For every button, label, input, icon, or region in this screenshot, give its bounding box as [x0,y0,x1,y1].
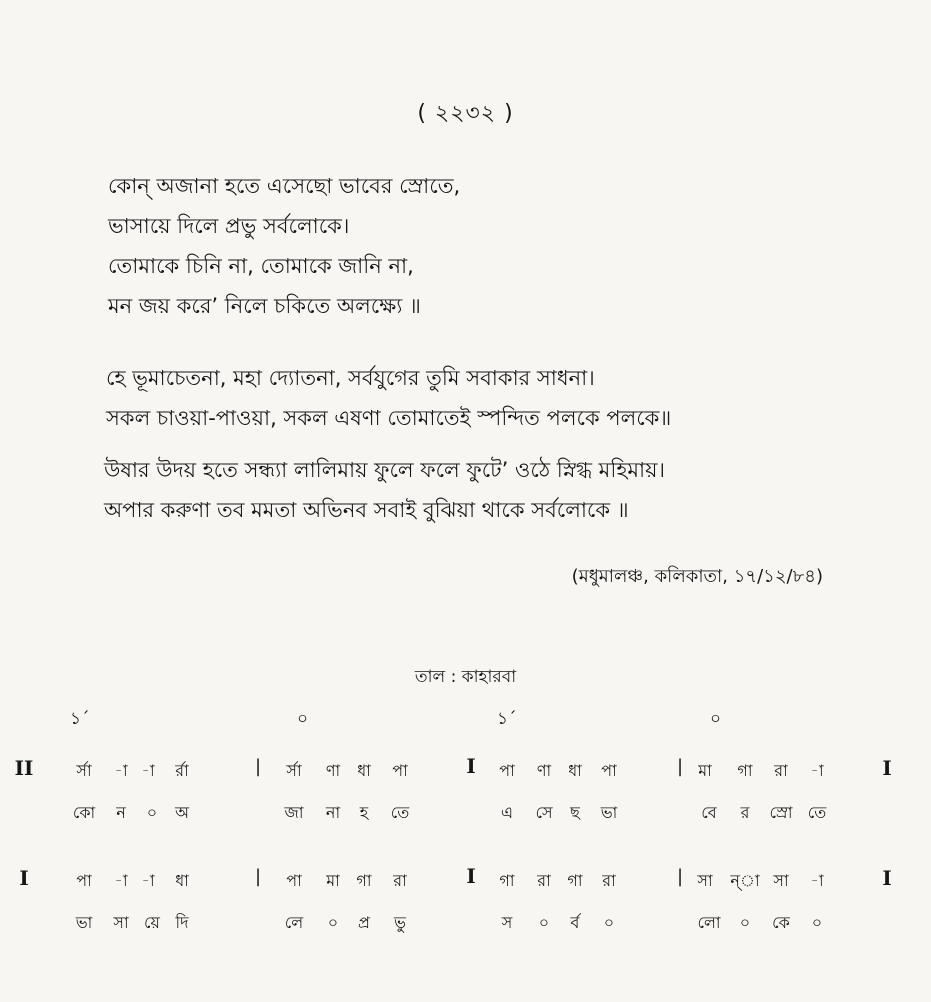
swara-note: পা [499,761,515,780]
section-barline: I [466,754,476,778]
lyric-line: তোমাকে চিনি না, তোমাকে জানি না, [108,254,414,278]
lyric-syllable: তে [807,803,827,822]
minor-barline: | [676,756,684,777]
start-barline: II [14,756,34,780]
lyric-syllable: ০ [811,913,823,932]
lyric-syllable: তে [390,803,410,822]
lyric-line: কোন্ অজানা হতে এসেছো ভাবের স্রোতে, [108,174,461,198]
swara-note: পা [286,871,302,890]
lyric-syllable: র্ব [570,913,580,932]
lyric-syllable: কে [772,913,790,932]
lyric-syllable: ন [116,803,126,822]
lyric-syllable: র [740,803,750,822]
lyric-syllable: সা [113,913,129,932]
swara-note: পা [76,871,92,890]
swara-note: সা [697,871,713,890]
swara-note: ন্া [730,871,760,890]
swara-note: -া [141,871,155,890]
lyric-line: উষার উদয় হতে সন্ধ্যা লালিমায় ফুলে ফলে ফুটে’ ওঠে স্নিগ্ধ মহিমায়। [104,458,666,482]
song-number: ( ২২৩২ ) [417,101,514,126]
lyric-syllable: লো [697,913,721,932]
section-barline: I [466,864,476,888]
swara-note: -া [810,761,824,780]
lyric-syllable: ভা [75,913,93,932]
lyric-syllable: য়ে [144,913,160,932]
end-barline: I [882,866,892,890]
swara-note: -া [810,871,824,890]
lyric-syllable: ০ [146,803,158,822]
swara-note: গা [737,761,753,780]
beat-mark: ০ [297,709,309,729]
beat-mark: ১´ [70,709,90,729]
swara-note: রা [774,761,788,780]
swara-note: মা [698,761,712,780]
lyric-syllable: বে [701,803,717,822]
lyric-syllable: ০ [739,913,751,932]
lyric-line: সকল চাওয়া-পাওয়া, সকল এষণা তোমাতেই স্পন্দিত পলকে পলকে॥ [106,406,672,430]
end-barline: I [882,756,892,780]
stanza-3 [104,450,665,530]
swara-note: রা [393,871,407,890]
swara-note: র্সা [286,761,302,780]
swara-note: পা [601,761,617,780]
lyric-syllable: ছ [570,803,580,822]
start-barline: I [19,866,29,890]
swara-note: র্সা [76,761,92,780]
swara-note: ধা [568,761,582,780]
lyric-syllable: ০ [327,913,339,932]
lyric-line: অপার করুণা তব মমতা অভিনব সবাই বুঝিয়া থাকে সর্বলোকে ॥ [104,498,629,522]
lyric-syllable: ভু [394,913,406,932]
lyric-syllable: ভা [600,803,618,822]
lyric-syllable: ০ [603,913,615,932]
lyric-syllable: জা [284,803,304,822]
lyric-syllable: হ [359,803,369,822]
lyric-syllable: প্র [358,913,370,932]
lyric-line: হে ভূমাচেতনা, মহা দ্যোতনা, সর্বযুগের তুমি সবাকার সাধনা। [106,366,595,390]
swara-note: গা [567,871,583,890]
lyric-syllable: কো [72,803,96,822]
minor-barline: | [676,866,684,887]
lyric-syllable: স্রো [769,803,793,822]
swara-note: -া [114,871,128,890]
beat-mark: ১´ [497,709,517,729]
swara-note: গা [356,871,372,890]
minor-barline: | [254,866,262,887]
lyric-syllable: লে [284,913,304,932]
lyric-syllable: সে [535,803,553,822]
swara-note: -া [141,761,155,780]
tala-heading: তাল : কাহারবা [414,667,517,687]
swara-note: রা [602,871,616,890]
stanza-2 [106,358,671,438]
lyric-syllable: দি [175,913,189,932]
lyric-syllable: অ [175,803,189,822]
swara-note: সা [773,871,789,890]
swara-note: গা [499,871,515,890]
lyric-syllable: স [501,913,513,932]
source-footnote: (মধুমালঞ্চ, কলিকাতা, ১৭/১২/৮৪) [571,566,823,587]
swara-note: ধা [175,871,189,890]
lyric-syllable: ০ [538,913,550,932]
swara-note: র্রা [175,761,189,780]
swara-note: রা [537,871,551,890]
swara-note: -া [114,761,128,780]
lyric-line: ভাসায়ে দিলে প্রভু সর্বলোকে। [108,214,350,238]
lyric-syllable: না [325,803,341,822]
swara-note: ধা [357,761,371,780]
beat-mark: ০ [710,709,722,729]
lyric-syllable: এ [500,803,514,822]
swara-note: পা [392,761,408,780]
lyric-line: মন জয় করে’ নিলে চকিতে অলক্ষ্যে ॥ [108,294,421,318]
swara-note: ণা [325,761,341,780]
swara-note: ণা [536,761,552,780]
swara-note: মা [326,871,340,890]
stanza-1 [108,166,460,326]
minor-barline: | [254,756,262,777]
